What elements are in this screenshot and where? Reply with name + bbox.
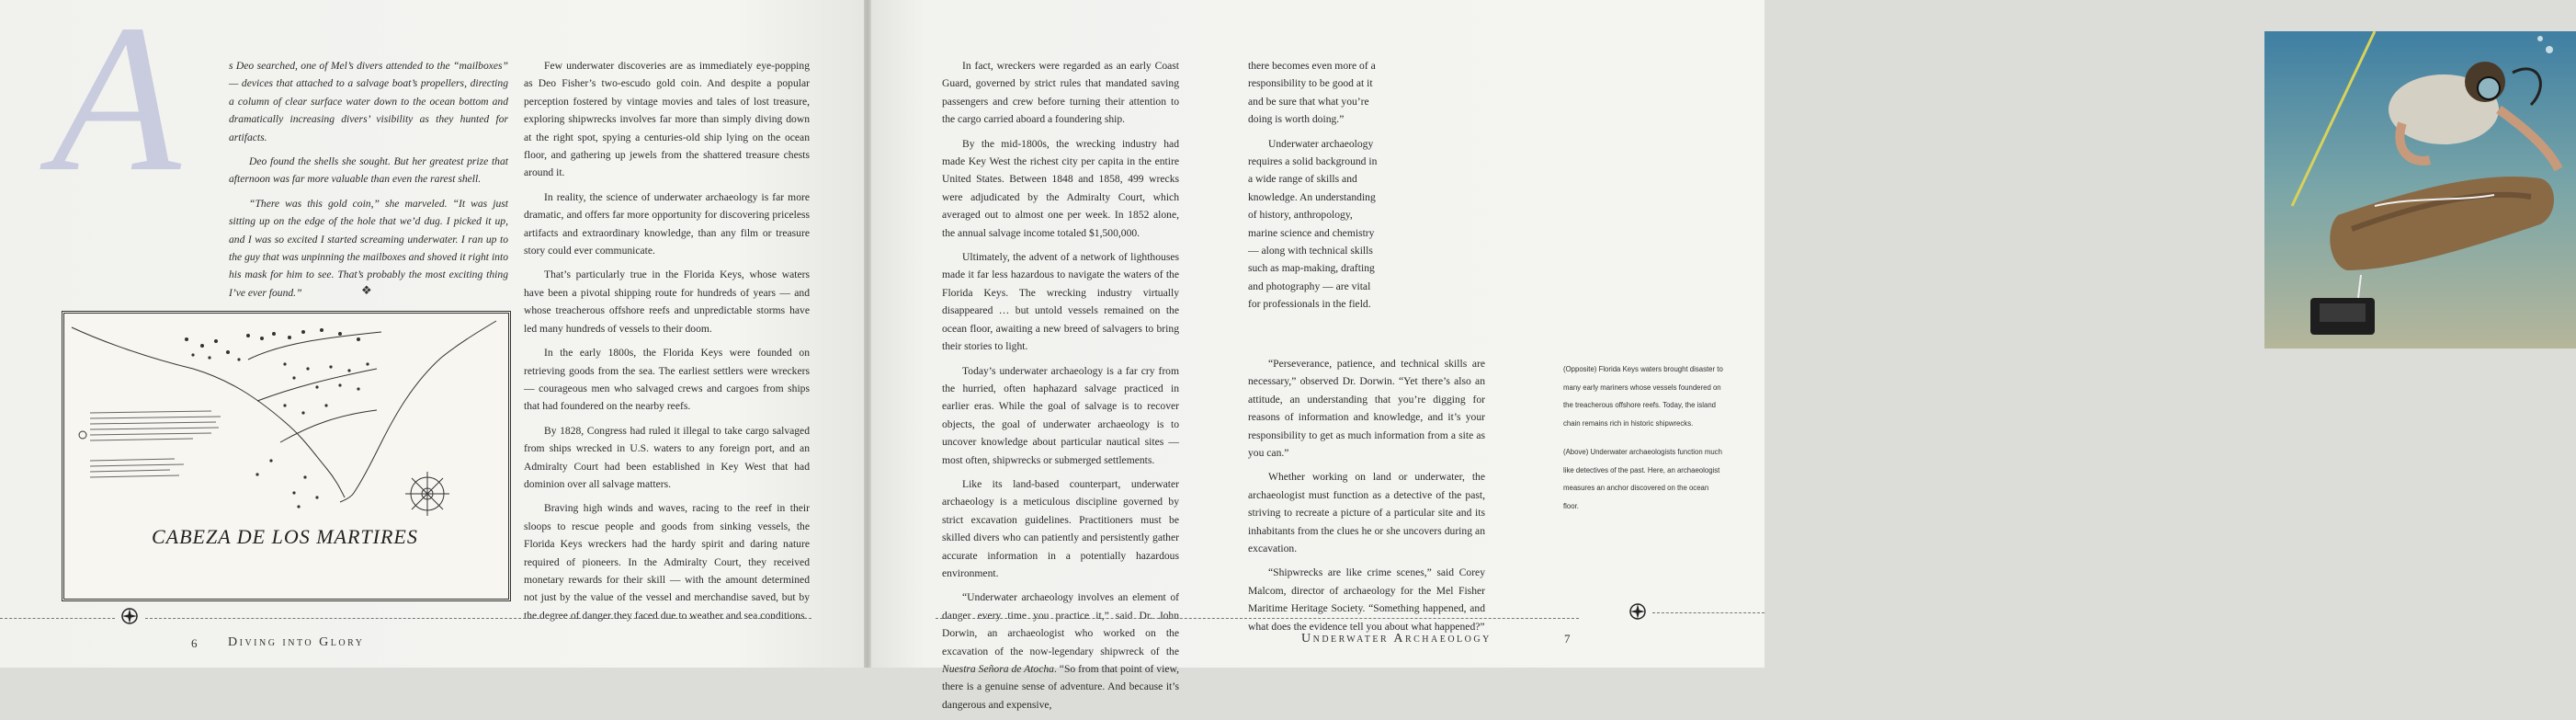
running-head: Diving into Glory — [228, 635, 365, 649]
narrow-column — [1248, 57, 1382, 320]
book-gutter — [864, 0, 871, 668]
body-paragraph: Underwater archaeology requires a solid background in a wide range of skills and knowledge. An understanding of history, anthropology, marine science and chemistry — along with technical skills such as map-making, drafting and photography — are vital for professionals in the field. — [1248, 137, 1378, 311]
historic-map — [62, 311, 511, 601]
quote-text: . “So from that point of view, there is a genuine sense of adventure. And because it’s dangerous and expensive, — [942, 663, 1179, 711]
map-drawing — [64, 314, 508, 599]
intro-paragraph: “There was this gold coin,” she marveled. “It was just sitting up on the edge of the hole that we’d dug. I picked it up, and I was so excited I started screaming underwater. I ran up to the guy that was unpinning the mailboxes and shoved it right into his mask for him to see. That’s probably the most exciting thing I’ve ever found.” — [229, 197, 508, 299]
footer-rule — [936, 618, 1579, 619]
compass-rose-icon — [1628, 602, 1647, 621]
right-body-column — [942, 57, 1179, 720]
footer-rule — [0, 618, 115, 619]
body-paragraph: “Shipwrecks are like crime scenes,” said Corey Malcom, director of archaeology for the Mel Fisher Maritime Heritage Society. “Something happened, and what does the evidence tell you about what happened?” — [1248, 566, 1485, 633]
page-number: 6 — [191, 636, 199, 650]
photo-captions — [1563, 360, 1725, 526]
body-paragraph: In fact, wreckers were regarded as an early Coast Guard, governed by strict rules that mandated saving passengers and crew before turning their attention to the cargo carried aboard a foundering ship. — [942, 60, 1179, 126]
body-paragraph: Like its land-based counterpart, underwater archaeology is a meticulous discipline governed by strict excavation guidelines. Practitioners must be skilled divers who can patiently and persistently gather accurate information in a potentially hazardous environment. — [942, 477, 1179, 579]
body-paragraph: That’s particularly true in the Florida Keys, whose waters have been a pivotal shipping route for hundreds of years — and whose treacherous offshore reefs and unpredictable storms have led many hundreds of vessels to their doom. — [524, 269, 810, 335]
body-paragraph: Few underwater discoveries are as immediately eye-popping as Deo Fisher’s two-escudo gold coin. And despite a popular perception fostered by vintage movies and tales of lost treasure, exploring shipwrecks involves far more than simply diving down at the right spot, spying a centuries-old ship lying on the ocean floor, and gathering up jewels from the shattered treasure chests around it. — [524, 60, 810, 179]
left-body-column — [524, 57, 810, 631]
compass-rose-icon — [120, 607, 139, 625]
caption-opposite: (Opposite) Florida Keys waters brought disaster to many early mariners whose vessels foundered on the treacherous offshore reefs. Today, the island chain remains rich in historic shipwrecks. — [1563, 365, 1723, 428]
footer-rule — [145, 618, 811, 619]
svg-text:A: A — [51, 0, 181, 215]
ship-name: Nuestra Señora de Atocha — [942, 663, 1054, 675]
intro-paragraph: Deo found the shells she sought. But her greatest prize that afternoon was far more valuable than even the rarest shell. — [229, 155, 508, 186]
body-paragraph: By the mid-1800s, the wrecking industry had made Key West the richest city per capita in the entire United States. Between 1848 and 1858, 499 wrecks were adjudicated by the Admiralty Court, which averaged out to almost one per week. In 1852 alone, the annual salvage income totaled $1,500,000. — [942, 137, 1179, 239]
footer-rule — [1652, 612, 1765, 613]
diver-photo — [2264, 31, 2576, 349]
left-page — [0, 0, 864, 668]
quote-text: “Underwater archaeology involves an element of danger every time you practice it,” said Dr. John Dorwin, an archaeologist who worked on the excavation of the now-legendary shipwreck of the — [942, 591, 1179, 657]
body-paragraph: “Perseverance, patience, and technical skills are necessary,” observed Dr. Dorwin. “Yet there’s also an attitude, an understanding that you’re digging for reasons of information and knowledge, and it’s your responsibility to get as much information from a site as you can.” — [1248, 358, 1485, 460]
body-paragraph — [942, 589, 1179, 714]
fleuron-ornament: ❖ — [361, 283, 372, 297]
wide-column — [1248, 355, 1485, 642]
body-paragraph: Braving high winds and waves, racing to the reef in their sloops to rescue people and goods from sinking vessels, the Florida Keys wreckers had the hardy spirit and daring nature required of pioneers. In the Admiralty Court, they received monetary rewards for their skill — with the amount determined not just by the value of the vessel and merchandise saved, but by the degree of danger they faced due to weather and sea conditions. — [524, 502, 810, 622]
map-title: CABEZA DE LOS MARTIRES — [152, 525, 418, 548]
intro-column — [229, 57, 508, 308]
body-paragraph: Today’s underwater archaeology is a far cry from the hurried, often haphazard salvage practiced in earlier eras. While the goal of salvage is to recover objects, the goal of underwater archaeology is to uncover knowledge about particular nautical sites — most often, shipwrecks or submerged settlements. — [942, 364, 1179, 466]
body-paragraph: In reality, the science of underwater archaeology is far more dramatic, and offers far more opportunity for discovering priceless artifacts and extraordinary knowledge, than any film or treasure story could ever communicate. — [524, 190, 810, 257]
body-paragraph: Whether working on land or underwater, the archaeologist must function as a detective of the past, striving to recreate a picture of a particular site and its inhabitants from the clues he or she uncovers during an excavation. — [1248, 471, 1485, 555]
body-paragraph: Ultimately, the advent of a network of lighthouses made it far less hazardous to navigate the waters of the Florida Keys. The wrecking industry virtually disappeared … but untold vessels remained on the ocean floor, awaiting a new breed of salvagers to bring their stories to light. — [942, 251, 1179, 353]
body-paragraph: In the early 1800s, the Florida Keys were founded on retrieving goods from the sea. The earliest settlers were wreckers — courageous men who salvaged crews and cargoes from ships that had foundered on the nearby reefs. — [524, 347, 810, 413]
running-head: Underwater Archaeology — [1301, 632, 1492, 646]
right-page — [871, 0, 1765, 711]
caption-above: (Above) Underwater archaeologists function much like detectives of the past. Here, an archaeologist measures an anchor discovered on the ocean floor. — [1563, 448, 1722, 510]
page-number: 7 — [1564, 632, 1572, 646]
body-paragraph: By 1828, Congress had ruled it illegal to take cargo salvaged from ships wrecked in U.S. waters to any foreign port, and an Admiralty Court had been established in Key West that had dominion over all salvage matters. — [524, 424, 810, 490]
intro-paragraph: s Deo searched, one of Mel’s divers attended to the “mailboxes” — devices that attached to a salvage boat’s propellers, directing a column of clear surface water down to the ocean bottom and dramatically increasing divers’ visibility as they hunted for artifacts. — [229, 60, 508, 143]
body-paragraph: there becomes even more of a responsibility to be good at it and be sure that what you’re doing is worth doing.” — [1248, 60, 1376, 126]
